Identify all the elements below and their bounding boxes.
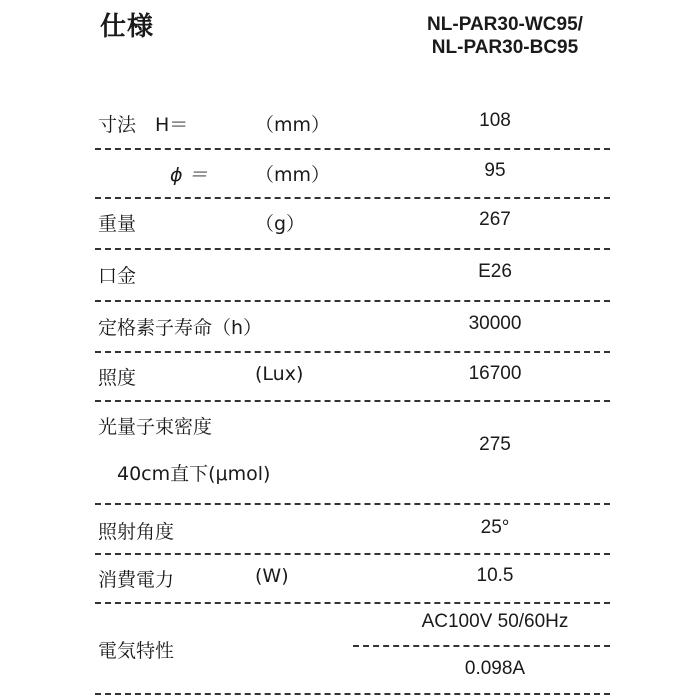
spec-value: E26 (478, 261, 512, 282)
model-number-line2: NL-PAR30-BC95 (431, 37, 579, 58)
spec-label: ϕ ＝ (170, 164, 208, 186)
spec-unit: （mm） (255, 114, 331, 136)
spec-value: 275 (479, 434, 511, 455)
spec-label: 照射角度 (98, 521, 175, 543)
spec-unit: (Lux) (255, 363, 304, 385)
spec-unit: (W) (255, 565, 289, 587)
spec-label: 口金 (98, 265, 137, 287)
spec-row-beam-angle (95, 505, 610, 555)
spec-value: 108 (479, 110, 511, 131)
spec-row-illuminance (95, 353, 610, 402)
spec-value-current: 0.098A (464, 658, 526, 679)
model-number-line1: NL-PAR30-WC95/ (427, 14, 583, 35)
spec-value: 16700 (468, 363, 522, 384)
spec-label: 照度 (98, 367, 137, 389)
sub-divider (353, 645, 610, 647)
spec-value: 95 (484, 160, 506, 181)
spec-row-lifetime (95, 302, 610, 353)
spec-label: 光量子束密度 (98, 416, 213, 438)
spec-row-electrical (95, 604, 610, 695)
spec-row-ppfd (95, 402, 610, 505)
spec-table (95, 100, 610, 695)
spec-value: 30000 (468, 313, 522, 334)
spec-row-size-phi (95, 150, 610, 199)
spec-value-voltage: AC100V 50/60Hz (421, 611, 569, 632)
spec-value: 25° (480, 517, 510, 538)
spec-row-base (95, 250, 610, 302)
spec-label: 重量 (98, 213, 137, 235)
spec-row-power (95, 555, 610, 604)
page-title: 仕様 (100, 12, 155, 42)
spec-row-weight (95, 199, 610, 250)
spec-label: 電気特性 (98, 640, 175, 662)
spec-value: 10.5 (476, 565, 514, 586)
spec-label-sub: 40cm直下(μmol) (117, 463, 271, 485)
spec-row-size-h (95, 100, 610, 150)
spec-label: 消費電力 (98, 569, 175, 591)
spec-label: 定格素子寿命（h） (98, 317, 263, 339)
spec-value: 267 (479, 209, 511, 230)
spec-label: 寸法 H＝ (98, 114, 189, 136)
spec-unit: （g） (255, 213, 306, 235)
spec-unit: （mm） (255, 164, 331, 186)
